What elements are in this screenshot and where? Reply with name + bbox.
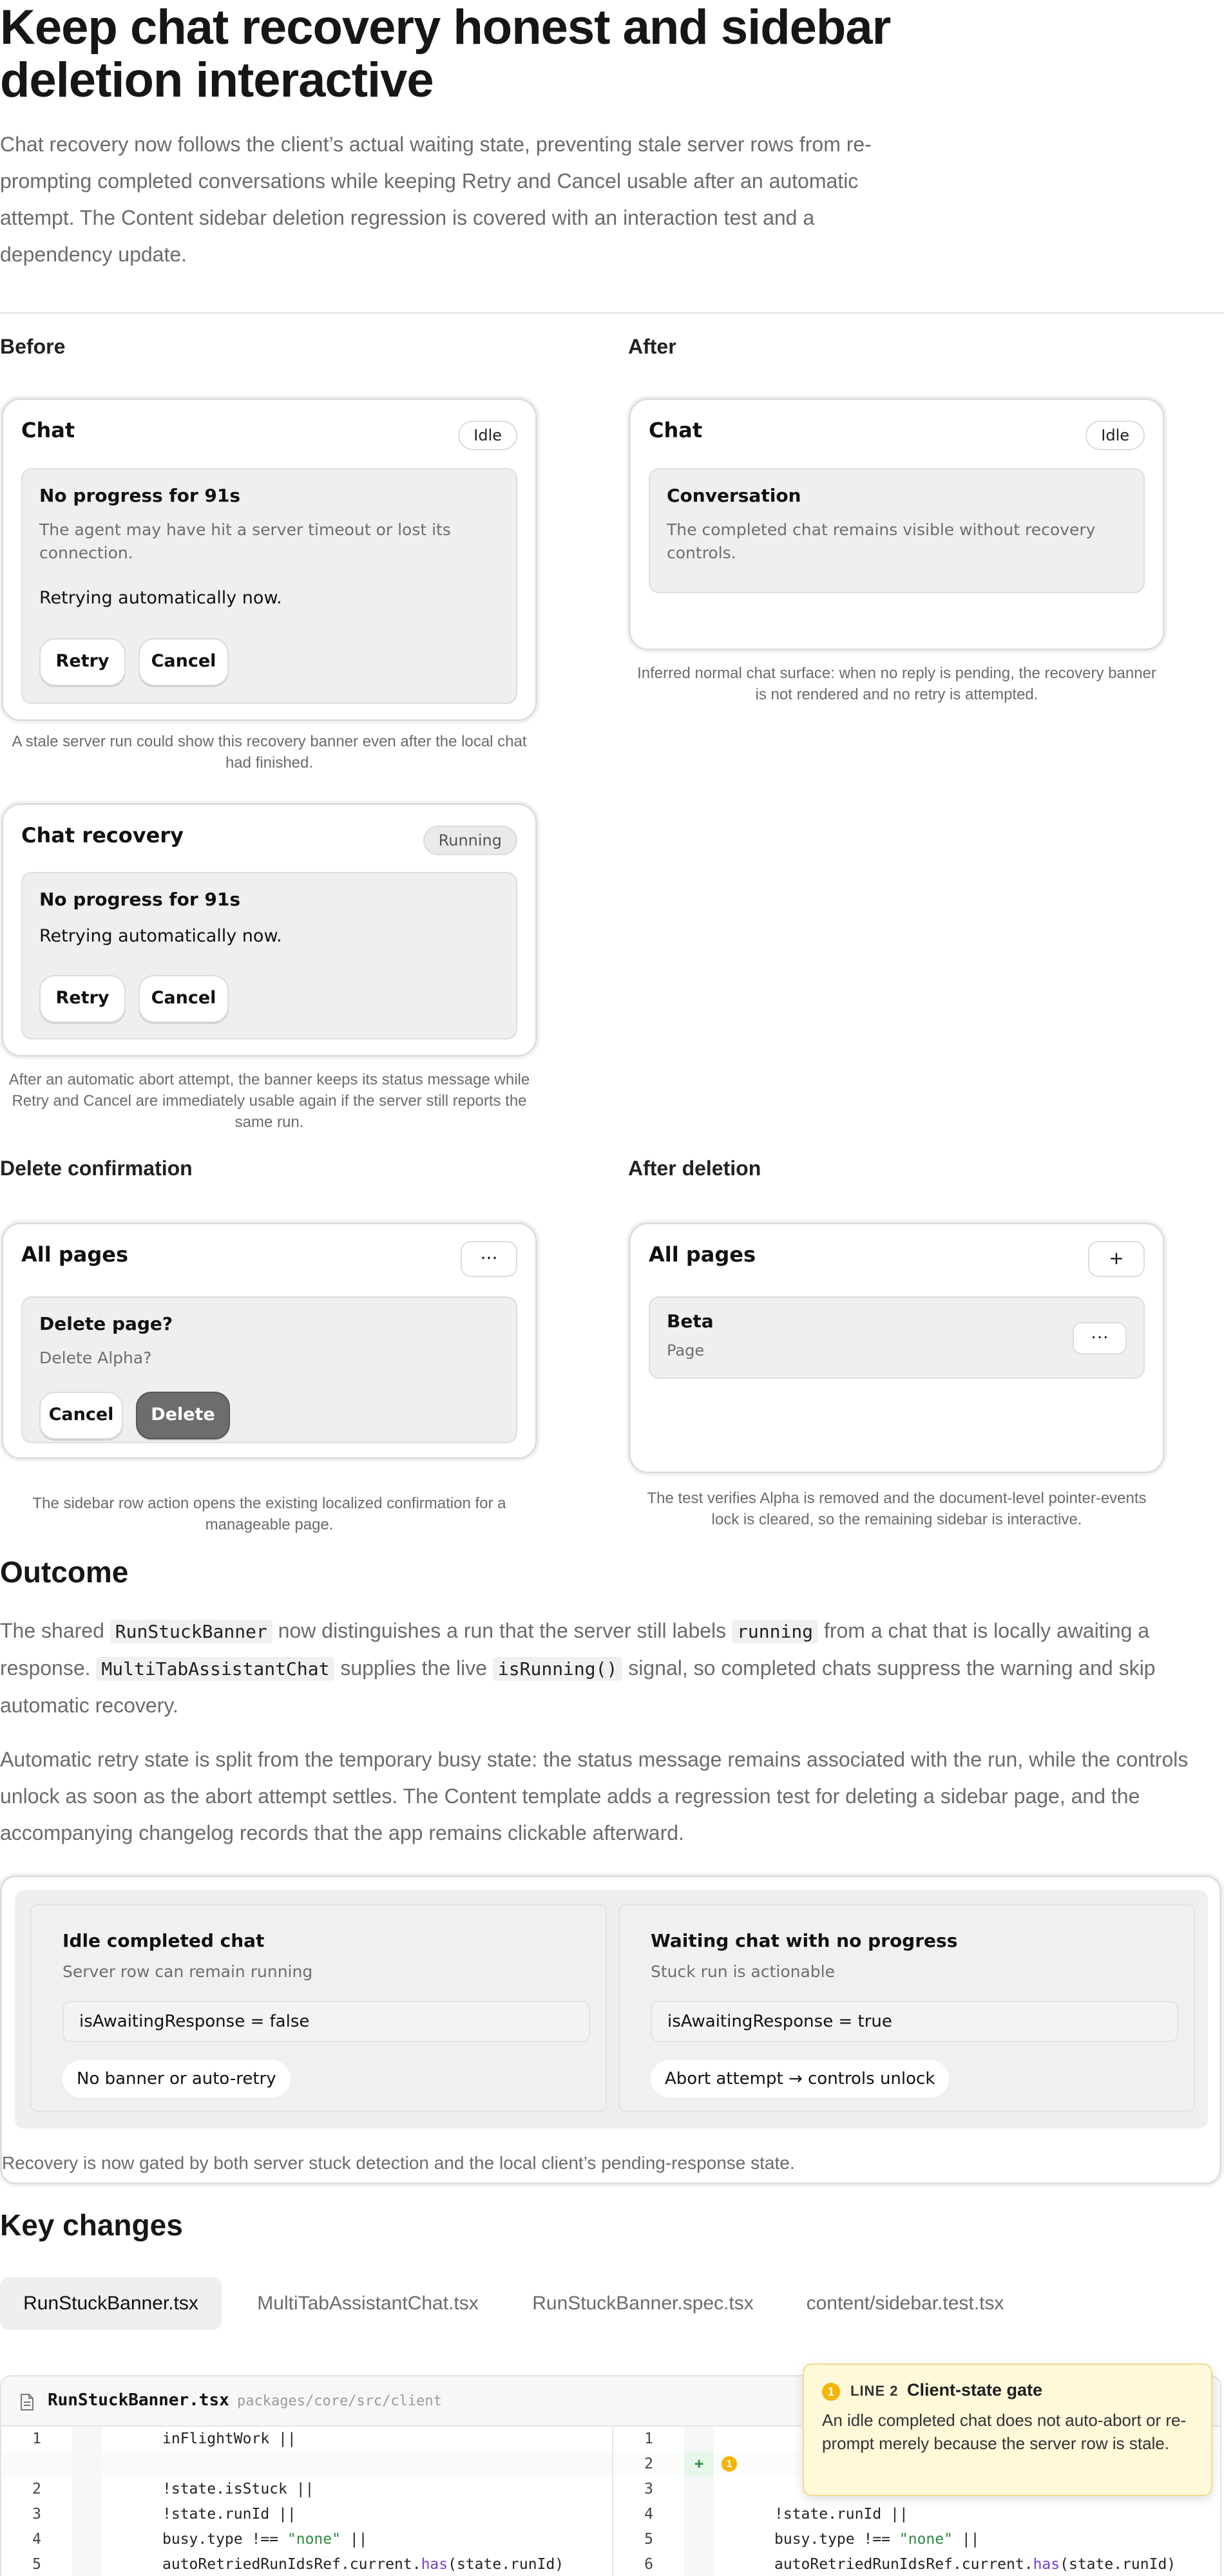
diff-row: [1, 2452, 612, 2477]
row-actions-button[interactable]: ···: [1073, 1322, 1127, 1354]
panel-code: isAwaitingResponse = false: [62, 2001, 590, 2042]
dialog-body: Delete Alpha?: [39, 1349, 152, 1367]
annotation-tooltip: [803, 2363, 1212, 2496]
annotation-title: Client-state gate: [907, 2380, 1043, 2400]
diff-row: 1: [613, 2427, 1221, 2452]
retry-button[interactable]: Retry: [39, 975, 126, 1023]
banner-status: Retrying automatically now.: [39, 926, 282, 946]
sidebar-item-beta[interactable]: [649, 1296, 1145, 1379]
banner-body: The agent may have hit a server timeout or lost its connection.: [39, 520, 451, 562]
diff-row: 3 !state.runId ||: [1, 2502, 612, 2527]
diff-row: 6 autoRetriedRunIdsRef.current.has(state.runId): [613, 2552, 1221, 2576]
panel-heading: Waiting chat with no progress: [651, 1930, 958, 1951]
conversation-heading: Conversation: [667, 485, 801, 506]
after-caption: Inferred normal chat surface: when no reply is pending, the recovery banner is not rendered and no retry is attempted.: [637, 665, 1156, 703]
banner-status: Retrying automatically now.: [39, 588, 282, 608]
cancel-button[interactable]: Cancel: [139, 975, 229, 1023]
diff-row: 3: [613, 2477, 1221, 2502]
code-running: running: [732, 1620, 818, 1643]
diff-row: 5 autoRetriedRunIdsRef.current.has(state.runId): [1, 2552, 612, 2576]
recovery-caption: After an automatic abort attempt, the banner keeps its status message while Retry and Cancel are immediately usable again if the server still reports the same run.: [8, 1071, 530, 1131]
before-chat-card: [1, 398, 537, 721]
banner-heading: No progress for 91s: [39, 485, 241, 506]
card-title: Chat: [21, 418, 75, 442]
chat-recovery-card: [1, 803, 537, 1057]
after-chat-card: [629, 398, 1165, 650]
diff-row: 4 busy.type !== "none" ||: [1, 2527, 612, 2552]
waiting-chat-panel: [618, 1904, 1195, 2112]
panel-sub: Server row can remain running: [62, 1962, 313, 1981]
tab-runstuckbanner[interactable]: RunStuckBanner.tsx: [0, 2277, 222, 2330]
code-multitab: MultiTabAssistantChat: [96, 1657, 334, 1681]
code-runstuckbanner: RunStuckBanner: [110, 1620, 273, 1643]
panel-chip: No banner or auto-retry: [62, 2060, 291, 2098]
add-page-button[interactable]: +: [1088, 1241, 1145, 1277]
idle-completed-panel: [30, 1904, 607, 2112]
before-label: Before: [0, 335, 66, 358]
card-title: Chat: [649, 418, 703, 442]
key-changes-heading: Key changes: [0, 2208, 183, 2242]
cancel-button[interactable]: Cancel: [39, 1392, 123, 1439]
outcome-paragraph-1: The shared RunStuckBanner now distinguishes a run that the server still labels running from a chat that is locally awaiting a response. MultiTabAssistantChat supplies the live isRunning() signal, so completed chats suppress the warning and skip automatic recovery.: [0, 1619, 1156, 1717]
file-icon: [19, 2393, 35, 2411]
cancel-button[interactable]: Cancel: [139, 638, 229, 686]
diff-row: 1 inFlightWork ||: [1, 2427, 612, 2452]
diff-file-path: packages/core/src/client: [237, 2393, 442, 2409]
tab-sidebar-test[interactable]: content/sidebar.test.tsx: [806, 2293, 1004, 2314]
added-marker: +: [684, 2452, 714, 2477]
divider: [0, 312, 1224, 314]
card-title: All pages: [649, 1242, 756, 1267]
panel-sub: Stuck run is actionable: [651, 1962, 835, 1981]
diff-file-name: RunStuckBanner.tsx: [48, 2391, 229, 2410]
after-label: After: [628, 335, 676, 358]
delete-confirmation-label: Delete confirmation: [0, 1157, 193, 1180]
diff-row-added: 2 + 1: [613, 2452, 1221, 2477]
diff-row: 5 busy.type !== "none" ||: [613, 2527, 1221, 2552]
annotation-line: LINE 2: [850, 2383, 899, 2399]
state-comparison-panel: [15, 1890, 1208, 2128]
conversation-panel: [649, 468, 1145, 593]
page-subtitle: Chat recovery now follows the client’s actual waiting state, preventing stale server rows from re-prompting completed conversations while keeping Retry and Cancel usable after an automatic attempt. The Content sidebar deletion regression is covered with an interaction test and a dependency update.: [0, 133, 872, 266]
recovery-banner: [21, 872, 517, 1039]
conversation-body: The completed chat remains visible without recovery controls.: [667, 520, 1096, 562]
recovery-banner: [21, 468, 517, 704]
dialog-heading: Delete page?: [39, 1313, 173, 1334]
diff-row: 2 !state.isStuck ||: [1, 2477, 612, 2502]
page-type: Page: [667, 1341, 705, 1359]
delete-dialog: [21, 1296, 517, 1443]
retry-button[interactable]: Retry: [39, 638, 126, 686]
diff-left-pane: [1, 2427, 612, 2576]
before-caption: A stale server run could show this recovery banner even after the local chat had finished.: [12, 733, 527, 772]
file-tabs: [0, 2277, 1224, 2330]
after-deletion-caption: The test verifies Alpha is removed and the document-level pointer-events lock is cleared, so the remaining sidebar is interactive.: [647, 1490, 1147, 1528]
annotation-badge: 1: [822, 2383, 840, 2401]
tab-multitabassistantchat[interactable]: MultiTabAssistantChat.tsx: [257, 2293, 479, 2314]
card-title: All pages: [21, 1242, 128, 1267]
after-deletion-card: [629, 1222, 1165, 1473]
tab-runstuckbanner-spec[interactable]: RunStuckBanner.spec.tsx: [532, 2293, 754, 2314]
banner-heading: No progress for 91s: [39, 889, 241, 910]
status-badge: Idle: [458, 421, 517, 450]
card-title: Chat recovery: [21, 823, 184, 848]
diff-row: 4 !state.runId ||: [613, 2502, 1221, 2527]
panel-chip: Abort attempt → controls unlock: [651, 2060, 949, 2098]
figure-caption: Recovery is now gated by both server stuck detection and the local client’s pending-response state.: [2, 2153, 795, 2173]
status-badge: Running: [423, 826, 517, 855]
outcome-paragraph-2: Automatic retry state is split from the temporary busy state: the status message remains associated with the run, while the controls unlock as soon as the abort attempt settles. The Content template adds a regression test for deleting a sidebar page, and the accompanying changelog records that the app remains clickable afterward.: [0, 1748, 1189, 1844]
after-deletion-label: After deletion: [628, 1157, 761, 1180]
panel-code: isAwaitingResponse = true: [651, 2001, 1178, 2042]
code-isrunning: isRunning(): [493, 1657, 622, 1681]
outcome-heading: Outcome: [0, 1555, 129, 1589]
state-comparison-figure: [0, 1875, 1221, 2184]
panel-heading: Idle completed chat: [62, 1930, 265, 1951]
delete-confirmation-card: [1, 1222, 537, 1459]
page-title: Keep chat recovery honest and sidebar deletion interactive: [0, 0, 891, 108]
more-menu-button[interactable]: ···: [461, 1241, 517, 1277]
page-name: Beta: [667, 1311, 714, 1332]
delete-button[interactable]: Delete: [136, 1392, 230, 1439]
annotation-badge[interactable]: 1: [722, 2456, 737, 2472]
status-badge: Idle: [1085, 421, 1145, 450]
annotation-body: An idle completed chat does not auto-abort or re-prompt merely because the server row is stale.: [822, 2410, 1187, 2453]
delete-confirmation-caption: The sidebar row action opens the existing localized confirmation for a manageable page.: [32, 1495, 506, 1533]
